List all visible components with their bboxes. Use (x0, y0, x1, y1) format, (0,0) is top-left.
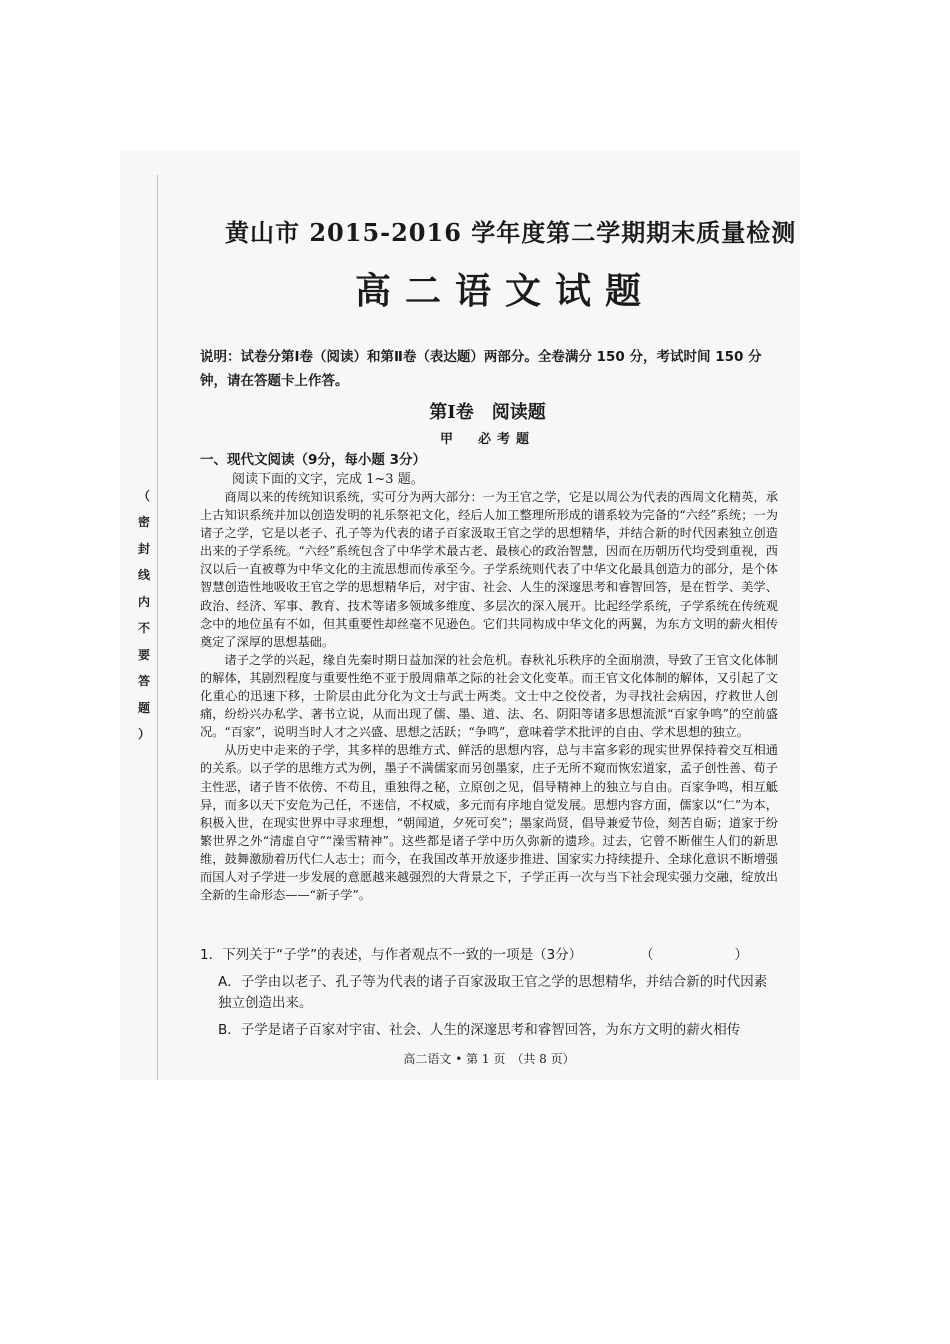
section-title: 第Ⅰ卷 阅读题 (429, 402, 546, 423)
subject-title: 高二语文试题 (354, 270, 655, 312)
seal-char: 密 (137, 515, 150, 530)
seal-char: 题 (137, 700, 150, 715)
seal-char: 不 (137, 621, 150, 636)
seal-char: 内 (137, 594, 150, 609)
seal-notice (133, 490, 155, 740)
seal-char: （ (137, 489, 150, 503)
seal-char: 答 (137, 674, 150, 689)
page-footer: 高二语文 • 第 1 页 （共 8 页） (403, 1052, 575, 1066)
seal-char: ） (137, 726, 150, 741)
passage-paragraph: 诸子之学的兴起，缘自先秦时期日益加深的社会危机。春秋礼乐秩序的全面崩溃，导致了王官文化体制的解体，其剧烈程度与重要性绝不亚于殷周鼎革之际的社会文化变革。而王官文化体制的解体，又引起了文化重心的迅速下移，士阶层由此分化为文士与武士两类。文士中之佼佼者，为寻找社会病因，疗救世人创痛，纷纷兴办私学、著书立说，从而出现了儒、墨、道、法、名、阴阳等诸多思想流派“百家争鸣”的空前盛况。“百家”，说明当时人才之兴盛、思想之活跃；“争鸣”，意味着学术批评的自由、学术思想的独立。 (200, 652, 778, 740)
question-1 (200, 945, 778, 1041)
reading-passage (200, 488, 778, 904)
section-subtitle: 甲 必考题 (439, 432, 535, 447)
exam-instructions: 说明：试卷分第Ⅰ卷（阅读）和第Ⅱ卷（表达题）两部分。全卷满分 150 分，考试时间 150 分钟，请在答题卡上作答。 (200, 349, 762, 389)
option-b: B．子学是诸子百家对宇宙、社会、人生的深邃思考和睿智回答，为东方文明的薪火相传 (218, 1022, 741, 1038)
option-a: A．子学由以老子、孔子等为代表的诸子百家汲取王官之学的思想精华，并结合新的时代因素独立创造出来。 (218, 974, 768, 1011)
passage-paragraph: 从历史中走来的子学，其多样的思维方式、鲜活的思想内容，总与丰富多彩的现实世界保持着交互相通的关系。以子学的思维方式为例，墨子不满儒家而另创墨家，庄子无所不窥而恢宏道家，孟子创性善、荀子主性恶，诸子皆不依傍、不苟且，重独得之秘，立原创之见，倡导精神上的独立与自由。百家争鸣，相互觝异，而多以天下安危为己任，不迷信，不权威，多元而有序地自觉发展。思想内容方面，儒家以“仁”为本，积极入世，在现实世界中寻求理想，“朝闻道，夕死可矣”；墨家尚贤，倡导兼爱节俭，刻苦自砺；道家于纷繁世界之外“清虚自守”“澡雪精神”。这些都是诸子学中历久弥新的遗珍。过去，它曾不断催生人们的新思维，鼓舞激励着历代仁人志士；而今，在我国改革开放逐步推进、国家实力持续提升、全球化意识不断增强而国人对子学进一步发展的意愿越来越强烈的大背景之下，子学正再一次与当下社会现实强力交融，绽放出全新的生命形态——“新子学”。 (200, 743, 778, 903)
reading-instruction: 阅读下面的文字，完成 1~3 题。 (232, 472, 424, 487)
passage-paragraph: 商周以来的传统知识系统，实可分为两大部分：一为王官之学，它是以周公为代表的西周文化精英，承上古知识系统并加以创造发明的礼乐祭祀文化，经后人加工整理所形成的谱系较为完备的“六经”系统；一为诸子之学，它是以老子、孔子等为代表的诸子百家汲取王官之学的思想精华，并结合新的时代因素独立创造出来的子学系统。“六经”系统包含了中华学术最古老、最核心的政治智慧，因而在历朝历代均受到重视，西汉以后一直被尊为中华文化的主流思想而传承至今。子学系统则代表了中华文化最具创造力的部分，是个体智慧创造性地吸收王官之学的思想精华后，对宇宙、社会、人生的深邃思考和睿智回答，是在哲学、美学、政治、经济、军事、教育、技术等诸多领域多维度、多层次的深入展开。比起经学系统，子学系统在传统观念中的地位虽有不如，但其重要性却丝毫不见逊色。它们共同构成中华文化的两翼，为东方文明的薪火相传奠定了深厚的思想基础。 (200, 490, 778, 649)
binding-line (157, 175, 158, 1080)
part-title: 一、现代文阅读（9分，每小题 3分） (200, 452, 426, 468)
seal-char: 要 (137, 647, 150, 662)
exam-title: 黄山市 2015-2016 学年度第二学期期末质量检测 (225, 218, 797, 247)
seal-char: 线 (137, 568, 150, 583)
question-stem: 1．下列关于“子学”的表述，与作者观点不一致的一项是（3分） (200, 947, 583, 963)
seal-char: 封 (137, 541, 150, 556)
answer-paren: （ ） (640, 947, 766, 963)
